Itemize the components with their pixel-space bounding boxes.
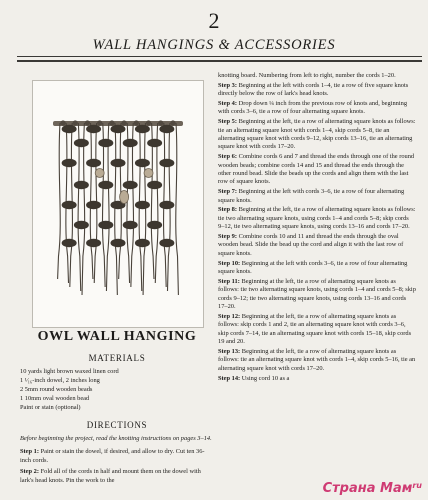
site-watermark [323, 481, 422, 496]
watermark-suffix: ru [412, 481, 422, 490]
square-knot [135, 239, 150, 247]
square-knot [159, 201, 174, 209]
square-knot [98, 181, 113, 189]
step-text: Drop down ¼ inch from the previous row of knots and, beginning with cords 3–6, tie a row of four alternating square knots. [218, 100, 408, 116]
round-bead-right [144, 169, 153, 178]
square-knot [111, 239, 126, 247]
square-knot [86, 159, 101, 167]
larks-head-knot [170, 120, 175, 125]
direction-step [218, 82, 416, 99]
square-knot [62, 239, 77, 247]
watermark-text: Страна Мам [322, 481, 413, 496]
step-label: Step 4: [218, 100, 237, 107]
square-knot [111, 125, 126, 133]
square-knot [147, 181, 162, 189]
square-knot [123, 221, 138, 229]
direction-step [218, 375, 416, 383]
macrame-illustration [33, 81, 203, 327]
material-item: 1 ¹⁄₁₆-inch dowel, 2 inches long [20, 377, 100, 384]
direction-step [218, 348, 416, 373]
direction-step [218, 118, 416, 152]
square-knot [86, 201, 101, 209]
square-knot [159, 125, 174, 133]
larks-head-knot [146, 120, 151, 125]
step-label: Step 7: [218, 188, 237, 196]
material-item: 1 10mm oval wooden bead [20, 395, 90, 402]
square-knot [147, 139, 162, 147]
square-knot [86, 239, 101, 247]
material-item: Paint or stain (optional) [20, 404, 81, 411]
step-text: Beginning at the left with cords 3–6, tie a row of four alternating square knots. [218, 259, 408, 276]
step-label: Step 5: [218, 118, 237, 126]
square-knot [62, 125, 77, 133]
header-rule-thick [17, 60, 422, 62]
step-label: Step 9: [218, 233, 237, 241]
step-label: Step 12: [218, 312, 241, 320]
direction-step [218, 188, 416, 205]
direction-step [218, 313, 416, 347]
square-knot [62, 201, 77, 209]
step-text: Beginning at the left with cords 3–6, tie a row of four alternating square knots. [218, 188, 405, 204]
step-2-continuation: knotting board. Numbering from left to right, number the cords 1–20. [218, 72, 396, 79]
step-text: Combine cords 10 and 11 and thread the ends through the oval wooden bead. Slide the bead up the cord and align it with the last row of square knots. [218, 233, 404, 257]
direction-step [218, 233, 416, 258]
direction-step [20, 448, 214, 465]
square-knot [147, 221, 162, 229]
step-text: Beginning at the left, tie a row of alternating square knots as follows: tie two alternating square knots, using cords 1–4 and cords 5–8; skip cords 9–12; tie two alternating square knots, using cords 13–16 and cords 17–20. [218, 277, 416, 311]
square-knot [74, 139, 89, 147]
direction-step [218, 100, 416, 117]
larks-head-knot [73, 120, 78, 125]
square-knot [123, 139, 138, 147]
oval-bead [120, 191, 129, 204]
step-label: Step 1: [20, 448, 39, 455]
project-title: OWL WALL HANGING [37, 329, 197, 344]
direction-step [218, 278, 416, 312]
direction-step [218, 260, 416, 277]
square-knot [98, 139, 113, 147]
step-text: Combine cords 6 and 7 and thread the ends through one of the round wooden beads; combine cords 14 and 15 and thread the ends through the other round bead. Slide the beads up the cords and align them with the last row of square knots. [218, 153, 415, 186]
square-knot [86, 125, 101, 133]
larks-head-knot [122, 120, 127, 125]
square-knot [135, 159, 150, 167]
round-bead-left [95, 169, 104, 178]
step-label: Step 3: [218, 81, 237, 89]
step-text: Fold all of the cords in half and mount them on the dowel with lark's head knots. Pin the work to the [20, 468, 201, 484]
right-column [218, 72, 416, 384]
square-knot [123, 181, 138, 189]
larks-head-knot [85, 120, 90, 125]
larks-head-knot [109, 120, 114, 125]
square-knot [159, 239, 174, 247]
left-column [20, 329, 214, 488]
header-rule-thin [17, 56, 422, 57]
square-knot [98, 221, 113, 229]
directions-heading: DIRECTIONS [86, 420, 148, 430]
step-text: Beginning at the left, tie a row of alternating square knots as follows: skip cords 1 and 2, tie an alternating square knot with cords 3–6, skip cords 7–14, tie an alternating square knot with cords 15–18, skip cords 19 and 20. [218, 312, 412, 346]
right-steps [218, 82, 416, 383]
step-label: Step 8: [218, 206, 237, 214]
step-text: Using cord 10 as a [240, 374, 290, 382]
step-label: Step 11: [218, 277, 240, 285]
square-knot [74, 181, 89, 189]
larks-head-knot [134, 120, 139, 125]
step-text: Paint or stain the dowel, if desired, and allow to dry. Cut ten 36-inch cords. [20, 448, 205, 464]
materials-heading: MATERIALS [88, 353, 146, 363]
step-label: Step 13: [218, 347, 241, 355]
left-steps [20, 448, 214, 485]
larks-head-knot [97, 120, 102, 125]
owl-wall-hanging-photo [32, 80, 204, 328]
step-text: Beginning at the left with cords 1–4, tie a row of five square knots directly below the row of lark's head knots. [218, 81, 409, 98]
square-knot [135, 201, 150, 209]
chapter-number: 2 [208, 8, 220, 33]
step-label: Step 2: [20, 468, 39, 476]
step-text: Beginning at the left, tie a row of alternating square knots as follows: tie an alternating square knot with cords 1–4, skip cords 5–16, tie an alternating square knot with cords 17–20. [218, 347, 416, 372]
direction-step [218, 206, 416, 231]
larks-head-knot [60, 120, 65, 125]
square-knot [74, 221, 89, 229]
step-text: Beginning at the left, tie a row of alternating square knots as follows: tie an alternating square knot with cords 1–4, skip cords 5–8, tie an alternating square knot with cords 9–12, skip cords 13–16, tie an alternating square knot with cords 17–20. [218, 118, 416, 151]
step-label: Step 6: [218, 153, 237, 161]
larks-head-knot [158, 120, 163, 125]
step-label: Step 10: [218, 259, 241, 267]
square-knot [111, 159, 126, 167]
square-knot [62, 159, 77, 167]
square-knot [159, 159, 174, 167]
direction-step [218, 153, 416, 187]
direction-step [20, 468, 214, 485]
square-knot [135, 125, 150, 133]
step-label: Step 14: [218, 374, 241, 382]
directions-intro: Before beginning the project, read the knotting instructions on pages 3–14. [20, 435, 212, 442]
step-text: Beginning at the left, tie a row of alternating square knots as follows: tie two alternating square knots, using cords 1–4 and cords 5–8; skip cords 9–12, tie two alternating square knots, using cords 13–16 and cords 17–20. [218, 206, 416, 231]
material-item: 2 5mm round wooden beads [20, 386, 93, 393]
chapter-title: WALL HANGINGS & ACCESSORIES [92, 37, 336, 53]
material-item: 10 yards light brown waxed linen cord [20, 368, 119, 375]
materials-list [20, 367, 214, 412]
